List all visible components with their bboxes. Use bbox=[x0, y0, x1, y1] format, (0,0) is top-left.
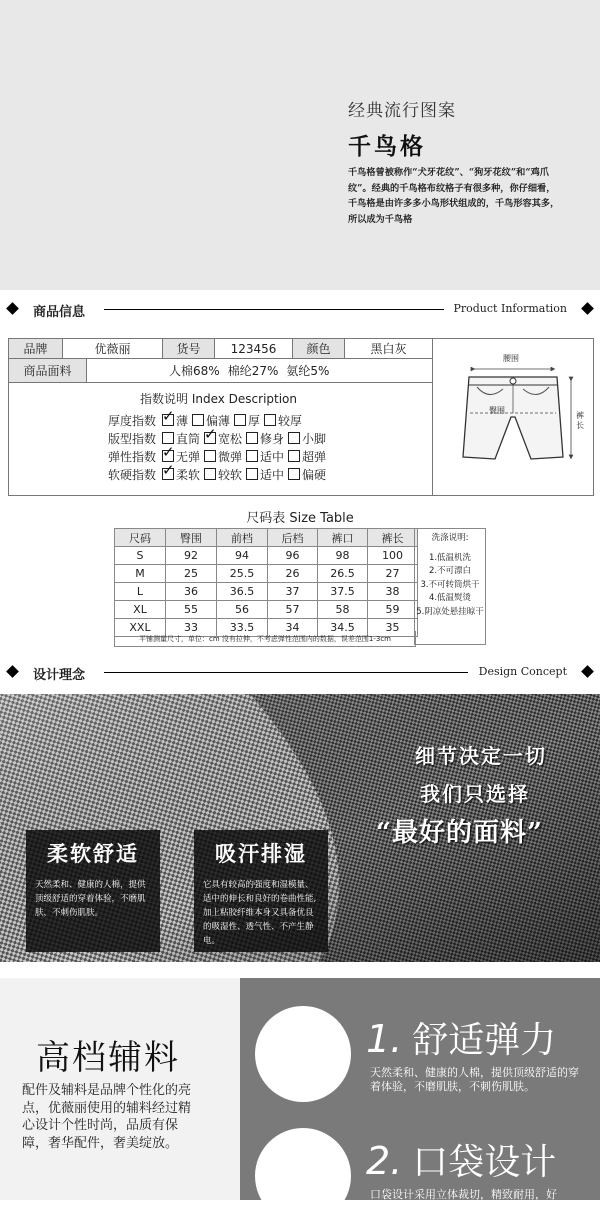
checkbox-icon bbox=[204, 468, 216, 480]
index-option bbox=[204, 430, 242, 447]
section-title-en: Product Information bbox=[453, 302, 567, 315]
measure-cell: 98 bbox=[318, 547, 368, 565]
col-header: 后档 bbox=[268, 529, 318, 547]
size-cell: XL bbox=[115, 601, 166, 619]
size-note: 平铺测量尺寸，单位：cm 没有拉伸，不考虑弹性范围内的数据，误差范围1-3cm bbox=[114, 631, 416, 647]
hero-kicker: 经典流行图案 bbox=[348, 101, 456, 121]
measure-cell: 26 bbox=[268, 565, 318, 583]
index-row bbox=[108, 448, 330, 466]
index-option bbox=[162, 466, 200, 483]
measure-cell: 56 bbox=[217, 601, 268, 619]
feature-number: 2. bbox=[366, 1139, 403, 1183]
size-table-header bbox=[115, 529, 418, 547]
wash-item: 5.阴凉处悬挂晾干 bbox=[416, 606, 484, 617]
length-label: 裤长 bbox=[576, 411, 584, 430]
feature-title-text: 口袋设计 bbox=[412, 1142, 557, 1183]
headline-1: 细节决定一切 bbox=[415, 744, 547, 768]
measure-cell: 25.5 bbox=[217, 565, 268, 583]
fabric-banner bbox=[0, 694, 600, 962]
fabric-part: 人棉68% bbox=[169, 364, 220, 378]
wash-item: 2.不可漂白 bbox=[428, 566, 472, 576]
wash-title: 洗涤说明: bbox=[431, 533, 469, 543]
table-row bbox=[115, 601, 418, 619]
feature-image-placeholder bbox=[255, 1128, 351, 1224]
fabric-part: 棉纶27% bbox=[227, 364, 279, 378]
measure-cell: 33.5 bbox=[217, 619, 268, 637]
checkbox-icon bbox=[204, 450, 216, 462]
col-header: 尺码 bbox=[115, 529, 166, 547]
index-option bbox=[204, 466, 242, 483]
measure-cell: 96 bbox=[268, 547, 318, 565]
size-table bbox=[114, 528, 418, 637]
measure-cell: 38 bbox=[368, 583, 418, 601]
measure-cell: 57 bbox=[268, 601, 318, 619]
measure-cell: 34.5 bbox=[318, 619, 368, 637]
index-option bbox=[288, 430, 326, 447]
card-title: 柔软舒适 bbox=[47, 841, 139, 866]
option-label: 较厚 bbox=[278, 414, 303, 428]
hero-description: 千鸟格曾被称作“犬牙花纹”、“狗牙花纹”和“鸡爪纹”。经典的千鸟格布纹格子有很多种，你仔细看，千鸟格是由许多多小鸟形状组成的，千鸟形容其多，所以成为千鸟格 bbox=[348, 167, 560, 225]
sku-label: 货号 bbox=[163, 339, 215, 359]
checkbox-icon bbox=[288, 468, 300, 480]
card-title: 吸汗排湿 bbox=[215, 841, 307, 866]
option-label: 偏硬 bbox=[302, 468, 327, 482]
measure-cell: 27 bbox=[368, 565, 418, 583]
measure-cell: 92 bbox=[166, 547, 217, 565]
diamond-icon bbox=[581, 302, 594, 315]
color-value: 黑白灰 bbox=[345, 339, 433, 359]
option-label: 直筒 bbox=[176, 432, 201, 446]
checkbox-icon bbox=[234, 414, 246, 426]
index-label: 厚度指数 bbox=[108, 414, 157, 428]
index-row bbox=[108, 466, 330, 484]
index-option bbox=[246, 448, 284, 465]
feature-card-absorb bbox=[194, 830, 328, 952]
measure-cell: 25 bbox=[166, 565, 217, 583]
table-row bbox=[115, 547, 418, 565]
index-label: 软硬指数 bbox=[108, 468, 157, 482]
index-row bbox=[108, 430, 330, 448]
option-label: 薄 bbox=[176, 414, 189, 428]
checked-box-icon bbox=[162, 468, 174, 480]
checkbox-icon bbox=[192, 414, 204, 426]
fabric-label: 商品面料 bbox=[9, 359, 87, 383]
headline-3: “最好的面料” bbox=[376, 818, 543, 848]
accessories-title: 高档辅料 bbox=[36, 1038, 180, 1078]
checkbox-icon bbox=[288, 432, 300, 444]
measure-cell: 37.5 bbox=[318, 583, 368, 601]
wash-item: 3.不可转筒烘干 bbox=[420, 579, 480, 590]
option-label: 柔软 bbox=[176, 468, 201, 482]
checkbox-icon bbox=[288, 450, 300, 462]
fabric-composition bbox=[87, 359, 433, 383]
option-label: 适中 bbox=[260, 450, 285, 464]
index-option bbox=[246, 430, 284, 447]
diamond-icon bbox=[581, 665, 594, 678]
wash-instructions bbox=[414, 528, 486, 645]
size-cell: XXL bbox=[115, 619, 166, 637]
measure-cell: 37 bbox=[268, 583, 318, 601]
measure-cell: 36 bbox=[166, 583, 217, 601]
option-label: 偏薄 bbox=[206, 414, 231, 428]
waist-label: 腰围 bbox=[503, 354, 519, 363]
index-option bbox=[162, 412, 188, 429]
index-option bbox=[264, 412, 302, 429]
section-title-en: Design Concept bbox=[478, 665, 567, 678]
measure-cell: 94 bbox=[217, 547, 268, 565]
headline-2: 我们只选择 bbox=[420, 782, 530, 806]
option-label: 微弹 bbox=[218, 450, 243, 464]
index-title: 指数说明 Index Description bbox=[140, 392, 298, 406]
shorts-diagram bbox=[433, 339, 593, 495]
design-concept-header bbox=[0, 661, 600, 685]
option-label: 无弹 bbox=[176, 450, 201, 464]
option-label: 较软 bbox=[218, 468, 243, 482]
measure-cell: 59 bbox=[368, 601, 418, 619]
checkbox-icon bbox=[246, 468, 258, 480]
measure-cell: 35 bbox=[368, 619, 418, 637]
feature-image-placeholder bbox=[255, 1006, 351, 1102]
col-header: 裤长 bbox=[368, 529, 418, 547]
size-cell: L bbox=[115, 583, 166, 601]
divider bbox=[104, 672, 468, 673]
fabric-part: 氨纶5% bbox=[286, 364, 330, 378]
option-label: 适中 bbox=[260, 468, 285, 482]
size-cell: M bbox=[115, 565, 166, 583]
divider bbox=[104, 309, 444, 310]
measure-cell: 26.5 bbox=[318, 565, 368, 583]
index-option bbox=[246, 466, 284, 483]
hero-banner bbox=[0, 0, 600, 290]
size-table-title: 尺码表 Size Table bbox=[246, 511, 354, 526]
option-label: 修身 bbox=[260, 432, 285, 446]
accessories-desc: 配件及辅料是品牌个性化的亮点，优薇丽使用的辅料经过精心设计个性时尚，品质有保障，奢华配件，奢美绽放。 bbox=[22, 1083, 192, 1151]
color-label: 颜色 bbox=[293, 339, 345, 359]
measure-cell: 36.5 bbox=[217, 583, 268, 601]
product-info-header bbox=[0, 298, 600, 322]
brand-value: 优薇丽 bbox=[63, 339, 163, 359]
section-title-cn: 商品信息 bbox=[33, 305, 86, 320]
card-desc: 天然柔和、健康的人棉，提供顶级舒适的穿着体验，不磨肌肤，不刺伤肌肤。 bbox=[35, 880, 146, 918]
diamond-icon bbox=[6, 665, 19, 678]
checkbox-icon bbox=[246, 450, 258, 462]
measure-cell: 100 bbox=[368, 547, 418, 565]
index-label: 弹性指数 bbox=[108, 450, 157, 464]
index-option bbox=[288, 448, 326, 465]
option-label: 厚 bbox=[248, 414, 261, 428]
measure-cell: 58 bbox=[318, 601, 368, 619]
measure-cell: 33 bbox=[166, 619, 217, 637]
index-option bbox=[288, 466, 326, 483]
table-row bbox=[115, 583, 418, 601]
diamond-icon bbox=[6, 302, 19, 315]
index-option bbox=[234, 412, 260, 429]
hip-label: 臀围 bbox=[489, 406, 505, 415]
option-label: 宽松 bbox=[218, 432, 243, 446]
brand-label: 品牌 bbox=[9, 339, 63, 359]
col-header: 裤口 bbox=[318, 529, 368, 547]
checked-box-icon bbox=[204, 432, 216, 444]
feature-1-desc: 天然柔和、健康的人棉，提供顶级舒适的穿着体验，不磨肌肤，不刺伤肌肤。 bbox=[370, 1066, 579, 1093]
col-header: 前档 bbox=[217, 529, 268, 547]
card-desc: 它具有较高的强度和湿模量、适中的伸长和良好的卷曲性能,加上粘胶纤维本身又具备优良的吸湿性、透气性、不产生静电。 bbox=[203, 880, 317, 946]
table-row bbox=[115, 565, 418, 583]
feature-1-title bbox=[366, 1012, 556, 1063]
checked-box-icon bbox=[162, 414, 174, 426]
section-title-cn: 设计理念 bbox=[33, 668, 86, 683]
hero-title: 千鸟格 bbox=[348, 133, 426, 160]
feature-number: 1. bbox=[366, 1017, 403, 1061]
checkbox-icon bbox=[246, 432, 258, 444]
sku-value: 123456 bbox=[215, 339, 293, 359]
checkbox-icon bbox=[264, 414, 276, 426]
option-label: 超弹 bbox=[302, 450, 327, 464]
measure-cell: 34 bbox=[268, 619, 318, 637]
index-option bbox=[204, 448, 242, 465]
wash-item: 4.低温熨烫 bbox=[428, 593, 472, 603]
option-label: 小脚 bbox=[302, 432, 327, 446]
feature-2-desc: 口袋设计采用立体裁切，精致耐用，好 bbox=[370, 1188, 557, 1201]
feature-title-text: 舒适弹力 bbox=[412, 1020, 557, 1061]
feature-2-title bbox=[366, 1134, 556, 1185]
wash-item: 1.低温机洗 bbox=[428, 552, 472, 563]
size-cell: S bbox=[115, 547, 166, 565]
feature-card-soft bbox=[26, 830, 160, 952]
index-label: 版型指数 bbox=[108, 432, 157, 446]
col-header: 臀围 bbox=[166, 529, 217, 547]
measure-cell: 55 bbox=[166, 601, 217, 619]
